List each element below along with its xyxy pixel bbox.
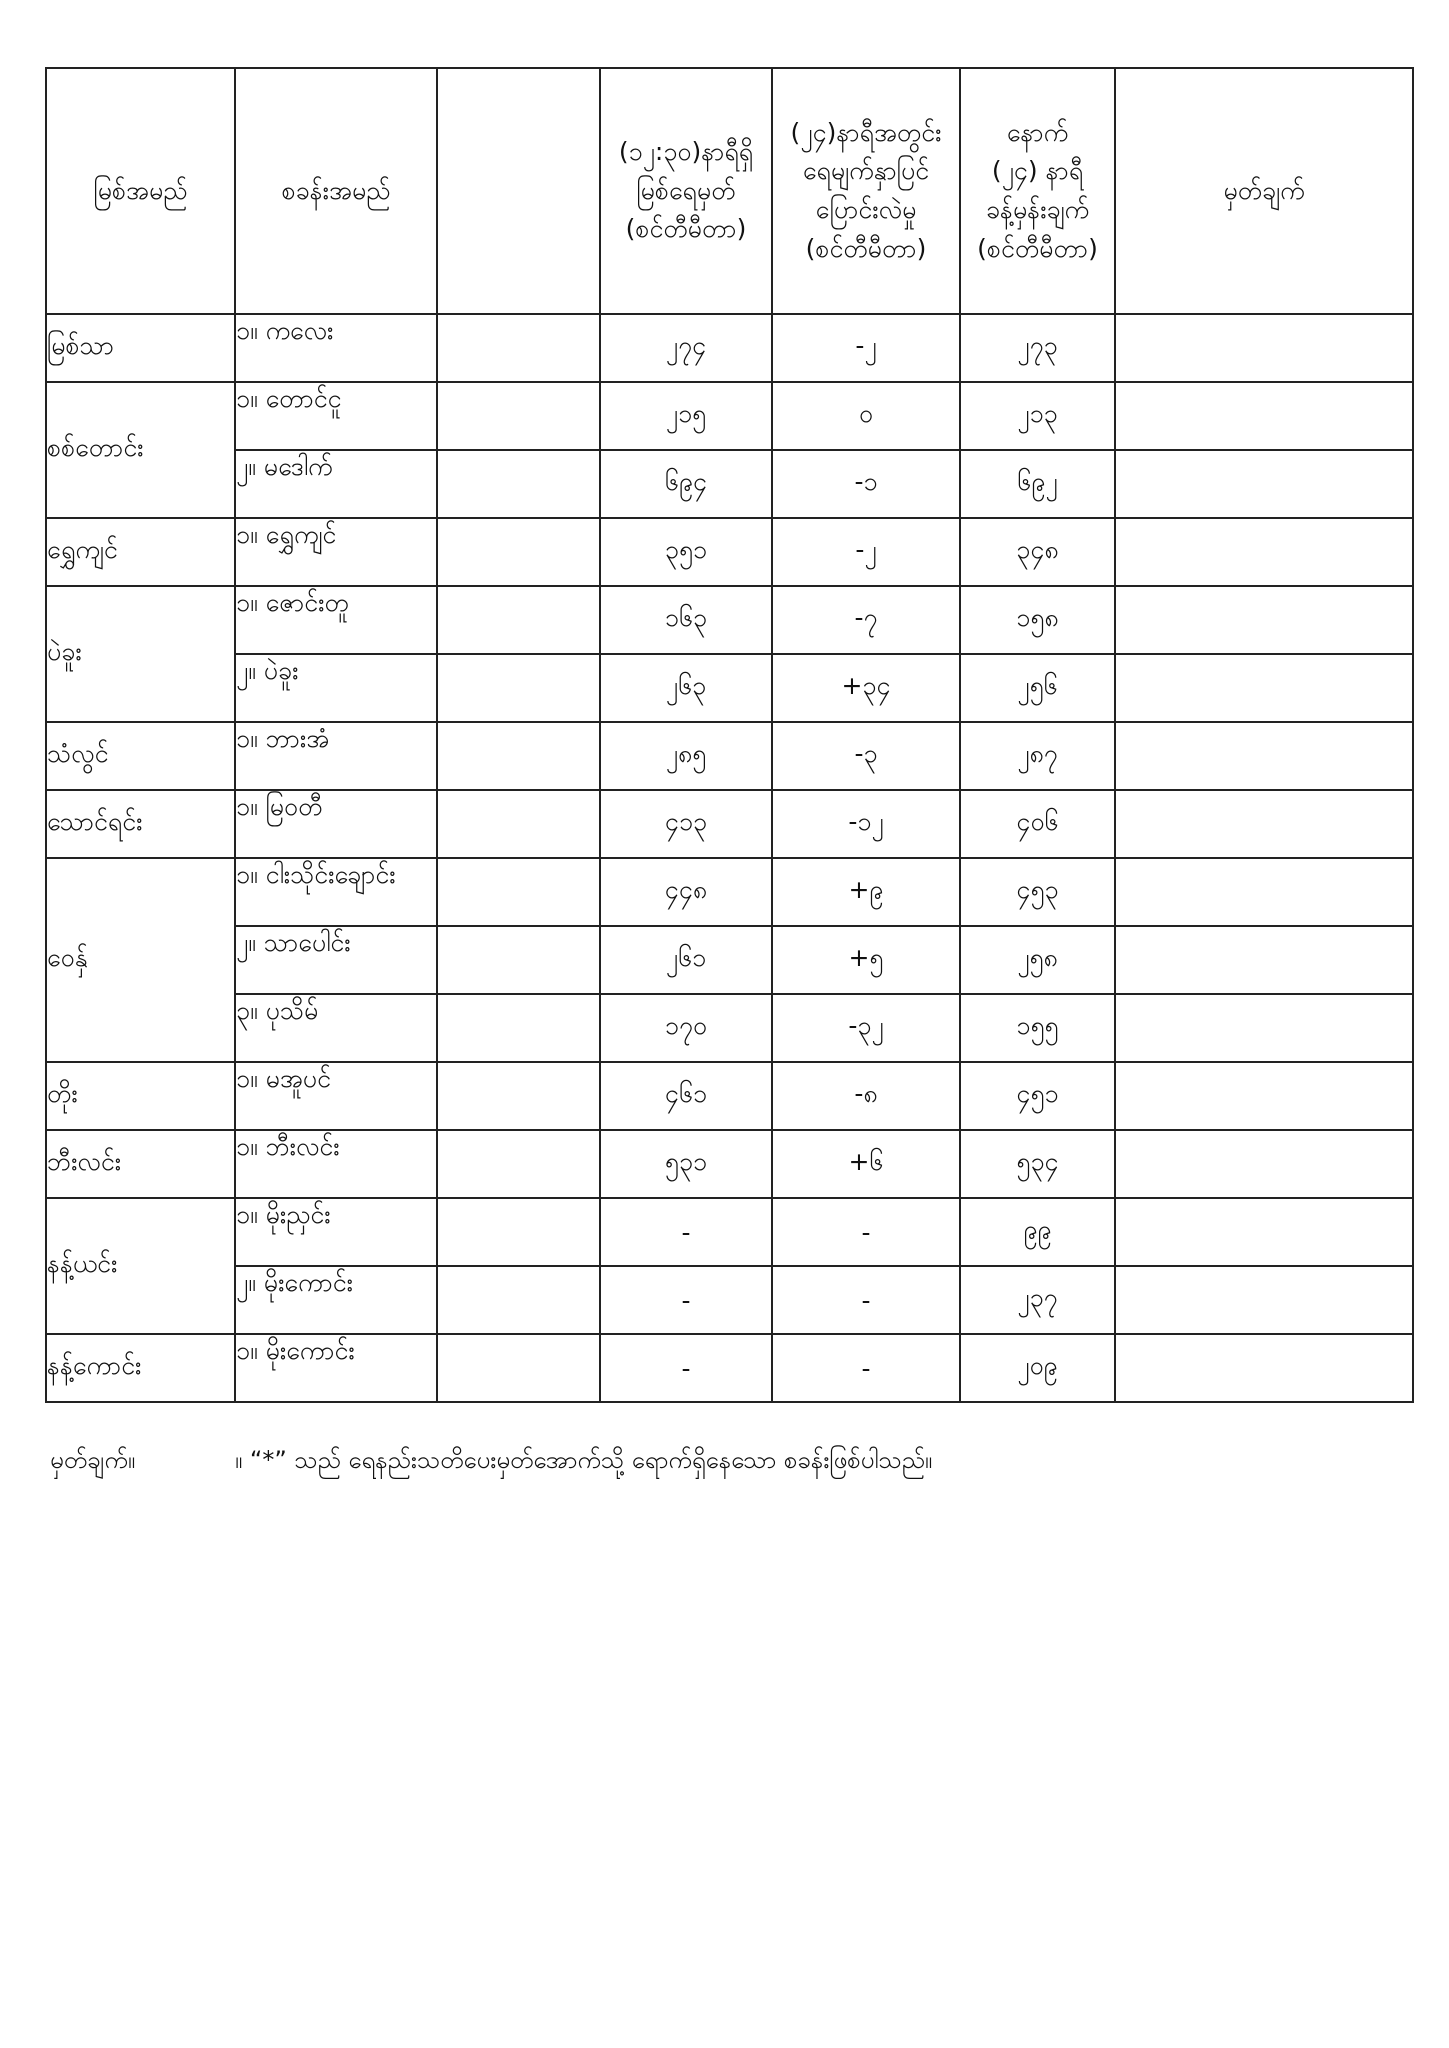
blank-cell xyxy=(437,926,600,994)
river-name-cell: တိုး xyxy=(46,1062,235,1130)
water-level-cell: ၂၈၅ xyxy=(600,722,772,790)
blank-cell xyxy=(437,450,600,518)
blank-cell xyxy=(437,1130,600,1198)
river-name-cell: နန့်ယင်း xyxy=(46,1198,235,1334)
header-forecast xyxy=(960,68,1115,314)
station-name-cell: ၁။ မအူပင် xyxy=(235,1062,437,1130)
footnote-label: မှတ်ချက်။ xyxy=(50,1446,136,1474)
table-row xyxy=(46,1266,1413,1334)
header-station-name xyxy=(235,68,437,314)
station-name-cell: ၁။ ဇောင်းတူ xyxy=(235,586,437,654)
table-header-row xyxy=(46,68,1413,314)
remarks-cell xyxy=(1115,1198,1413,1266)
change-cell: -၁၂ xyxy=(772,790,960,858)
change-cell: +၃၄ xyxy=(772,654,960,722)
remarks-cell xyxy=(1115,790,1413,858)
station-name-cell: ၁။ မိုးကောင်း xyxy=(235,1334,437,1402)
table-row xyxy=(46,994,1413,1062)
header-line: (၂၄)နာရီအတွင်း xyxy=(790,117,942,147)
remarks-cell xyxy=(1115,858,1413,926)
forecast-cell: ၂၅၆ xyxy=(960,654,1115,722)
station-name-cell: ၁။ ဘားအံ xyxy=(235,722,437,790)
remarks-cell xyxy=(1115,1062,1413,1130)
blank-cell xyxy=(437,518,600,586)
river-name-cell: စစ်တောင်း xyxy=(46,382,235,518)
forecast-cell: ၂၅၈ xyxy=(960,926,1115,994)
change-cell: ၀ xyxy=(772,382,960,450)
forecast-cell: ၂၃၇ xyxy=(960,1266,1115,1334)
blank-cell xyxy=(437,790,600,858)
river-name-cell: သံလွင် xyxy=(46,722,235,790)
station-name-cell: ၂။ မိုးကောင်း xyxy=(235,1266,437,1334)
river-name-cell: ရွှေကျင် xyxy=(46,518,235,586)
header-line: (စင်တီမီတာ) xyxy=(977,233,1098,263)
blank-cell xyxy=(437,1198,600,1266)
table-row xyxy=(46,858,1413,926)
forecast-cell: ၄၅၁ xyxy=(960,1062,1115,1130)
station-name-cell: ၁။ ငါးသိုင်းချောင်း xyxy=(235,858,437,926)
river-name-cell: သောင်ရင်း xyxy=(46,790,235,858)
station-name-cell: ၁။ ရွှေကျင် xyxy=(235,518,437,586)
table-row xyxy=(46,1062,1413,1130)
footnote-text: ။ “*” သည် ရေနည်းသတိပေးမှတ်အောက်သို့ ရောက်ရှိနေသော စခန်းဖြစ်ပါသည်။ xyxy=(235,1446,933,1474)
remarks-cell xyxy=(1115,1266,1413,1334)
water-level-cell: ၂၇၄ xyxy=(600,314,772,382)
water-level-cell: - xyxy=(600,1334,772,1402)
blank-cell xyxy=(437,858,600,926)
forecast-cell: ၂၁၃ xyxy=(960,382,1115,450)
header-line: ပြောင်းလဲမှု xyxy=(815,195,917,224)
table-row xyxy=(46,518,1413,586)
change-cell: - xyxy=(772,1198,960,1266)
water-level-cell: ၄၆၁ xyxy=(600,1062,772,1130)
station-name-cell: ၂။ သာပေါင်း xyxy=(235,926,437,994)
blank-cell xyxy=(437,1334,600,1402)
water-level-cell: ၁၇၀ xyxy=(600,994,772,1062)
water-level-cell: ၆၉၄ xyxy=(600,450,772,518)
change-cell: -၂ xyxy=(772,518,960,586)
header-blank xyxy=(437,68,600,314)
remarks-cell xyxy=(1115,994,1413,1062)
remarks-cell xyxy=(1115,722,1413,790)
change-cell: - xyxy=(772,1266,960,1334)
river-name-cell: ဘီးလင်း xyxy=(46,1130,235,1198)
water-level-cell: ၁၆၃ xyxy=(600,586,772,654)
water-level-cell: ၂၆၁ xyxy=(600,926,772,994)
water-level-cell: - xyxy=(600,1198,772,1266)
forecast-cell: ၉၉ xyxy=(960,1198,1115,1266)
footnote xyxy=(50,1444,932,1480)
water-level-cell: ၄၄၈ xyxy=(600,858,772,926)
forecast-cell: ၁၅၅ xyxy=(960,994,1115,1062)
table-row xyxy=(46,314,1413,382)
remarks-cell xyxy=(1115,518,1413,586)
change-cell: +၅ xyxy=(772,926,960,994)
river-name-cell: ဝေနှ် xyxy=(46,858,235,1062)
header-line: မြစ်ရေမှတ် xyxy=(636,175,736,205)
water-level-cell: ၅၃၁ xyxy=(600,1130,772,1198)
table-row xyxy=(46,1334,1413,1402)
change-cell: -၂ xyxy=(772,314,960,382)
header-change xyxy=(772,68,960,314)
forecast-cell: ၅၃၄ xyxy=(960,1130,1115,1198)
header-line: (၂၄) နာရီ xyxy=(991,156,1084,186)
forecast-cell: ၂၈၇ xyxy=(960,722,1115,790)
river-name-cell: မြစ်သာ xyxy=(46,314,235,382)
river-name-cell: နန့်ကောင်း xyxy=(46,1334,235,1402)
table-row xyxy=(46,382,1413,450)
header-line: စခန်းအမည် xyxy=(281,175,391,205)
station-name-cell: ၂။ မဒေါက် xyxy=(235,450,437,518)
header-line: မြစ်အမည် xyxy=(93,175,188,205)
forecast-cell: ၃၄၈ xyxy=(960,518,1115,586)
change-cell: -၈ xyxy=(772,1062,960,1130)
water-level-cell: ၄၁၃ xyxy=(600,790,772,858)
header-line: (စင်တီမီတာ) xyxy=(625,214,747,244)
forecast-cell: ၆၉၂ xyxy=(960,450,1115,518)
remarks-cell xyxy=(1115,586,1413,654)
change-cell: +၉ xyxy=(772,858,960,926)
table-row xyxy=(46,722,1413,790)
station-name-cell: ၃။ ပုသိမ် xyxy=(235,994,437,1062)
forecast-cell: ၁၅၈ xyxy=(960,586,1115,654)
remarks-cell xyxy=(1115,314,1413,382)
header-line: (စင်တီမီတာ) xyxy=(805,233,927,263)
blank-cell xyxy=(437,586,600,654)
blank-cell xyxy=(437,1266,600,1334)
blank-cell xyxy=(437,314,600,382)
remarks-cell xyxy=(1115,382,1413,450)
header-line: ခန့်မှန်းချက် xyxy=(985,195,1090,224)
water-level-table xyxy=(45,67,1414,1403)
station-name-cell: ၁။ တောင်ငူ xyxy=(235,382,437,450)
forecast-cell: ၄၅၃ xyxy=(960,858,1115,926)
blank-cell xyxy=(437,722,600,790)
change-cell: -၃ xyxy=(772,722,960,790)
water-level-cell: ၂၆၃ xyxy=(600,654,772,722)
header-water-level xyxy=(600,68,772,314)
change-cell: +၆ xyxy=(772,1130,960,1198)
table-row xyxy=(46,586,1413,654)
forecast-cell: ၂၇၃ xyxy=(960,314,1115,382)
station-name-cell: ၁။ မိုးညှင်း xyxy=(235,1198,437,1266)
water-level-cell: ၂၁၅ xyxy=(600,382,772,450)
change-cell: -၇ xyxy=(772,586,960,654)
remarks-cell xyxy=(1115,926,1413,994)
header-line: နောက် xyxy=(1006,117,1069,147)
forecast-cell: ၂၀၉ xyxy=(960,1334,1115,1402)
header-remarks xyxy=(1115,68,1413,314)
blank-cell xyxy=(437,382,600,450)
table-row xyxy=(46,450,1413,518)
table-row xyxy=(46,654,1413,722)
header-line: မှတ်ချက် xyxy=(1223,175,1305,205)
remarks-cell xyxy=(1115,450,1413,518)
blank-cell xyxy=(437,994,600,1062)
change-cell: -၃၂ xyxy=(772,994,960,1062)
station-name-cell: ၂။ ပဲခူး xyxy=(235,654,437,722)
table-row xyxy=(46,790,1413,858)
remarks-cell xyxy=(1115,654,1413,722)
header-line: ရေမျက်နှာပြင် xyxy=(802,156,930,186)
blank-cell xyxy=(437,654,600,722)
change-cell: -၁ xyxy=(772,450,960,518)
change-cell: - xyxy=(772,1334,960,1402)
header-river-name xyxy=(46,68,235,314)
table-row xyxy=(46,926,1413,994)
header-line: (၁၂:၃၀)နာရီရှိ xyxy=(618,136,754,166)
blank-cell xyxy=(437,1062,600,1130)
table-body xyxy=(46,314,1413,1402)
station-name-cell: ၁။ ဘီးလင်း xyxy=(235,1130,437,1198)
remarks-cell xyxy=(1115,1334,1413,1402)
table-row xyxy=(46,1198,1413,1266)
river-name-cell: ပဲခူး xyxy=(46,586,235,722)
water-level-cell: - xyxy=(600,1266,772,1334)
station-name-cell: ၁။ ကလေး xyxy=(235,314,437,382)
water-level-cell: ၃၅၁ xyxy=(600,518,772,586)
forecast-cell: ၄၀၆ xyxy=(960,790,1115,858)
table-row xyxy=(46,1130,1413,1198)
remarks-cell xyxy=(1115,1130,1413,1198)
station-name-cell: ၁။ မြဝတီ xyxy=(235,790,437,858)
